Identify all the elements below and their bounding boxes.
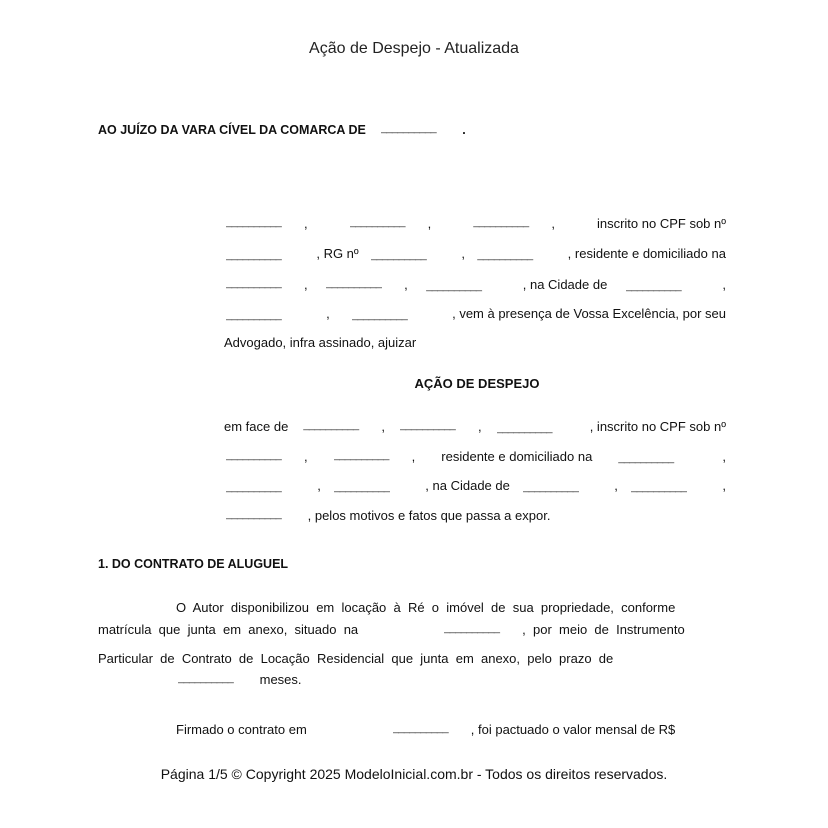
defendant-district-blank[interactable]: __________ (334, 482, 390, 493)
defendant-line-3: __________ , __________ , na Cidade de __________ , __________ , (226, 478, 726, 493)
defendant-line-1: em face de __________ , __________ , __________ , inscrito no CPF sob nº (224, 419, 726, 434)
plaintiff-name-blank[interactable]: __________ (226, 217, 282, 228)
plaintiff-line-3: __________ , __________ , __________ , na Cidade de __________ , (226, 277, 726, 292)
contract-date-blank[interactable]: __________ (392, 723, 448, 734)
addressee-period: . (462, 123, 466, 137)
defendant-intro: em face de (224, 419, 289, 434)
defendant-city-label: , na Cidade de (425, 478, 510, 493)
plaintiff-rg-blank[interactable]: __________ (371, 250, 427, 261)
plaintiff-cpf-label: inscrito no CPF sob nº (596, 216, 726, 231)
defendant-name-blank[interactable]: __________ (303, 420, 359, 431)
defendant-cpf-label: , inscrito no CPF sob nº (589, 419, 726, 434)
plaintiff-zip-blank[interactable]: __________ (351, 310, 408, 321)
property-address-blank[interactable]: __________ (444, 623, 500, 634)
p2-text-a: Firmado o contrato em (176, 722, 307, 737)
p1-line-4-text: meses. (259, 672, 302, 687)
action-title: AÇÃO DE DESPEJO (414, 376, 540, 391)
document-title: Ação de Despejo - Atualizada (309, 40, 519, 57)
section-1-p2-line-1 (176, 722, 675, 737)
plaintiff-line-5: Advogado, infra assinado, ajuizar (224, 335, 417, 350)
page-footer: Página 1/5 © Copyright 2025 ModeloInicial.com.br - Todos os direitos reservados. (160, 766, 668, 782)
plaintiff-cpf-blank[interactable]: __________ (226, 250, 282, 261)
defendant-number-blank[interactable]: __________ (226, 482, 282, 493)
comarca-blank[interactable]: __________ (380, 123, 436, 134)
p1-line-3-text: Particular de Contrato de Locação Residencial que junta em anexo, pelo prazo de (98, 651, 614, 666)
lease-term-blank[interactable]: __________ (178, 673, 234, 684)
plaintiff-presence-text: , vem à presença de Vossa Excelência, por seu (452, 306, 726, 321)
p1-line-2-text-a: matrícula que junta em anexo, situado na (98, 622, 359, 637)
defendant-street-blank[interactable]: __________ (618, 453, 674, 464)
defendant-motives-text: , pelos motivos e fatos que passa a expor. (307, 508, 551, 523)
plaintiff-email-blank[interactable]: __________ (477, 250, 533, 261)
plaintiff-district-blank[interactable]: __________ (426, 281, 482, 292)
addressee-text: AO JUÍZO DA VARA CÍVEL DA COMARCA DE (98, 123, 366, 137)
plaintiff-line-2: __________ , RG nº __________ , __________ , residente e domiciliado na (226, 246, 726, 261)
plaintiff-city-blank[interactable]: __________ (625, 281, 682, 292)
p1-line-2-text-b: , por meio de Instrumento (522, 622, 685, 637)
defendant-line-2: __________ , __________ , residente e domiciliado na __________ , (226, 449, 726, 464)
plaintiff-rg-label: , RG nº (316, 246, 359, 261)
plaintiff-number-blank[interactable]: __________ (326, 278, 382, 289)
plaintiff-line-4: __________ , __________ , vem à presença de Vossa Excelência, por seu (226, 306, 726, 321)
plaintiff-nationality-blank[interactable]: __________ (349, 217, 405, 228)
defendant-nationality-blank[interactable]: __________ (400, 420, 456, 431)
section-1-p1-line-2 (98, 622, 728, 637)
addressee-line (98, 123, 466, 137)
p1-line-1-text: O Autor disponibilizou em locação à Ré o imóvel de sua propriedade, conforme (176, 600, 676, 615)
defendant-city-blank[interactable]: __________ (523, 482, 579, 493)
section-1-p1-line-3 (98, 651, 728, 666)
plaintiff-line-1: __________ , __________ , __________ , inscrito no CPF sob nº (226, 216, 726, 231)
section-1-heading: 1. DO CONTRATO DE ALUGUEL (98, 557, 289, 571)
plaintiff-status-blank[interactable]: __________ (473, 217, 529, 228)
defendant-address-label: residente e domiciliado na (441, 449, 593, 464)
p2-text-b: , foi pactuado o valor mensal de R$ (470, 722, 676, 737)
plaintiff-city-label: , na Cidade de (522, 277, 608, 292)
plaintiff-address-label: , residente e domiciliado na (567, 246, 726, 261)
defendant-state-blank[interactable]: __________ (631, 482, 687, 493)
defendant-email-blank[interactable]: __________ (333, 450, 389, 461)
defendant-line-4 (226, 508, 550, 523)
defendant-zip-blank[interactable]: __________ (226, 509, 282, 520)
defendant-cpf-blank[interactable]: __________ (226, 450, 282, 461)
section-1-p1-line-4 (178, 672, 302, 687)
plaintiff-street-blank[interactable]: __________ (226, 278, 282, 289)
plaintiff-state-blank[interactable]: __________ (226, 310, 282, 321)
defendant-status-blank[interactable]: __________ (496, 423, 552, 434)
section-1-p1-line-1 (176, 600, 728, 615)
